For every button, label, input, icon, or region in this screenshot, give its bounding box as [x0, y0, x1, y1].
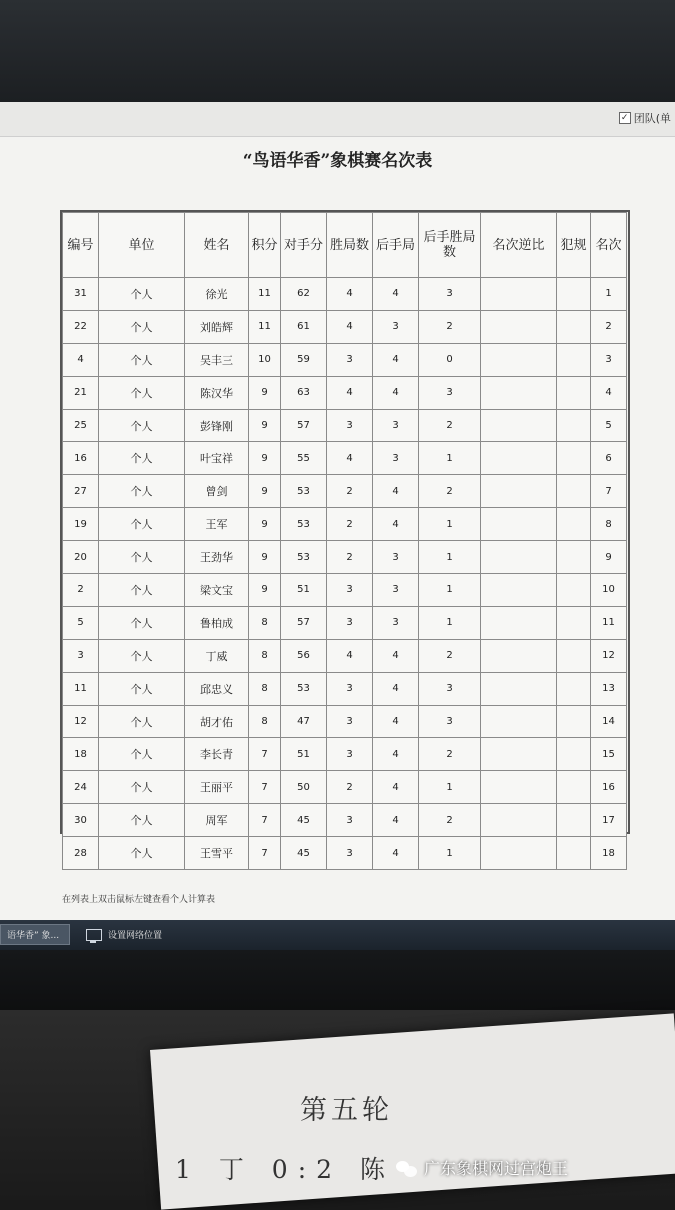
table-row[interactable] [63, 738, 627, 771]
table-cell: 3 [327, 804, 373, 837]
table-cell [557, 376, 591, 409]
table-cell: 3 [419, 278, 481, 311]
table-cell: 16 [591, 771, 627, 804]
table-cell: 4 [373, 672, 419, 705]
table-cell: 个人 [99, 278, 185, 311]
table-cell: 17 [591, 804, 627, 837]
table-cell: 9 [249, 574, 281, 607]
table-cell: 3 [327, 672, 373, 705]
table-cell: 9 [249, 409, 281, 442]
table-cell [557, 310, 591, 343]
table-row[interactable] [63, 508, 627, 541]
table-cell: 12 [591, 639, 627, 672]
table-cell: 55 [281, 442, 327, 475]
table-cell: 2 [327, 508, 373, 541]
table-row[interactable] [63, 705, 627, 738]
table-cell: 2 [327, 541, 373, 574]
table-cell: 5 [591, 409, 627, 442]
table-cell [481, 606, 557, 639]
column-header: 犯规 [557, 213, 591, 278]
table-cell: 7 [249, 837, 281, 870]
table-cell: 1 [419, 771, 481, 804]
table-cell: 14 [591, 705, 627, 738]
table-row[interactable] [63, 278, 627, 311]
table-cell: 刘皓辉 [185, 310, 249, 343]
network-icon [86, 929, 102, 941]
table-cell: 3 [327, 705, 373, 738]
column-header: 后手胜局数 [419, 213, 481, 278]
table-cell: 11 [63, 672, 99, 705]
table-cell [481, 409, 557, 442]
table-cell: 18 [63, 738, 99, 771]
screen [0, 102, 675, 950]
table-cell: 51 [281, 574, 327, 607]
table-cell: 56 [281, 639, 327, 672]
table-cell: 王雪平 [185, 837, 249, 870]
table-cell: 10 [249, 343, 281, 376]
table-cell: 李长青 [185, 738, 249, 771]
table-row[interactable] [63, 771, 627, 804]
table-cell [481, 672, 557, 705]
table-row[interactable] [63, 343, 627, 376]
table-row[interactable] [63, 409, 627, 442]
table-cell: 6 [591, 442, 627, 475]
table-cell: 2 [327, 475, 373, 508]
table-cell: 8 [249, 639, 281, 672]
table-cell: 3 [327, 574, 373, 607]
table-cell: 53 [281, 475, 327, 508]
table-cell: 53 [281, 508, 327, 541]
table-cell: 4 [373, 771, 419, 804]
column-header: 单位 [99, 213, 185, 278]
table-cell: 13 [591, 672, 627, 705]
table-row[interactable] [63, 804, 627, 837]
table-cell [481, 278, 557, 311]
table-cell: 个人 [99, 442, 185, 475]
table-cell [481, 376, 557, 409]
table-cell: 7 [249, 804, 281, 837]
table-cell: 4 [373, 738, 419, 771]
table-cell: 5 [63, 606, 99, 639]
column-header: 姓名 [185, 213, 249, 278]
table-cell: 7 [249, 771, 281, 804]
table-cell: 彭锋刚 [185, 409, 249, 442]
table-cell: 53 [281, 541, 327, 574]
table-cell: 4 [373, 705, 419, 738]
table-cell: 3 [419, 672, 481, 705]
table-cell: 个人 [99, 409, 185, 442]
table-cell [481, 837, 557, 870]
table-cell [481, 541, 557, 574]
table-cell: 62 [281, 278, 327, 311]
table-cell: 9 [249, 508, 281, 541]
table-cell: 个人 [99, 310, 185, 343]
table-cell: 3 [373, 442, 419, 475]
table-cell: 50 [281, 771, 327, 804]
table-cell: 4 [63, 343, 99, 376]
table-cell: 47 [281, 705, 327, 738]
table-cell: 1 [591, 278, 627, 311]
table-cell: 个人 [99, 804, 185, 837]
table-cell: 4 [373, 475, 419, 508]
table-row[interactable] [63, 672, 627, 705]
table-cell [557, 278, 591, 311]
table-cell: 4 [373, 639, 419, 672]
table-cell: 20 [63, 541, 99, 574]
column-header: 名次 [591, 213, 627, 278]
table-cell: 3 [419, 376, 481, 409]
table-row[interactable] [63, 442, 627, 475]
table-cell: 2 [591, 310, 627, 343]
table-cell: 4 [327, 278, 373, 311]
table-cell: 3 [419, 705, 481, 738]
monitor-bezel-bottom [0, 950, 675, 1010]
status-hint: 在列表上双击鼠标左键查看个人计算表 [62, 895, 216, 905]
table-cell: 4 [327, 639, 373, 672]
table-cell [481, 738, 557, 771]
table-cell: 3 [373, 541, 419, 574]
table-cell: 2 [419, 409, 481, 442]
table-cell: 徐光 [185, 278, 249, 311]
table-cell [481, 310, 557, 343]
table-cell: 8 [591, 508, 627, 541]
table-cell [557, 475, 591, 508]
taskbar-network-label: 设置网络位置 [108, 931, 163, 941]
table-cell: 27 [63, 475, 99, 508]
table-cell: 53 [281, 672, 327, 705]
table-cell: 11 [591, 606, 627, 639]
table-cell: 胡才佑 [185, 705, 249, 738]
table-cell [557, 672, 591, 705]
table-cell [481, 639, 557, 672]
note-line-2: 1 丁 0:2 陈 [175, 1155, 395, 1184]
column-header: 胜局数 [327, 213, 373, 278]
table-cell: 19 [63, 508, 99, 541]
table-cell: 18 [591, 837, 627, 870]
table-cell [557, 606, 591, 639]
team-checkbox[interactable] [619, 110, 671, 126]
table-cell: 2 [419, 738, 481, 771]
table-cell: 个人 [99, 837, 185, 870]
table-cell: 3 [327, 837, 373, 870]
table-cell: 个人 [99, 606, 185, 639]
table-cell: 个人 [99, 574, 185, 607]
table-cell: 1 [419, 837, 481, 870]
table-row[interactable] [63, 639, 627, 672]
taskbar-network-button[interactable] [80, 924, 198, 945]
table-cell [557, 343, 591, 376]
table-cell: 叶宝祥 [185, 442, 249, 475]
table-cell: 2 [419, 639, 481, 672]
table-cell: 9 [249, 376, 281, 409]
table-cell: 8 [249, 672, 281, 705]
taskbar-app-button[interactable] [0, 924, 70, 945]
column-header: 后手局 [373, 213, 419, 278]
table-cell: 1 [419, 574, 481, 607]
table-cell [557, 771, 591, 804]
table-cell: 3 [373, 574, 419, 607]
table-cell [481, 705, 557, 738]
column-header: 编号 [63, 213, 99, 278]
team-checkbox-label: 团队(单 [633, 112, 671, 125]
taskbar-app-label: 语华香” 象... [7, 931, 60, 941]
table-cell: 吴丰三 [185, 343, 249, 376]
table-cell: 王丽平 [185, 771, 249, 804]
table-cell: 45 [281, 837, 327, 870]
table-cell: 1 [419, 442, 481, 475]
table-cell: 28 [63, 837, 99, 870]
table-cell: 4 [373, 343, 419, 376]
table-cell: 王劲华 [185, 541, 249, 574]
table-cell: 3 [327, 606, 373, 639]
table-cell: 59 [281, 343, 327, 376]
watermark [396, 1156, 568, 1179]
page-title: “鸟语华香”象棋赛名次表 [242, 151, 433, 171]
table-cell: 31 [63, 278, 99, 311]
table-cell: 25 [63, 409, 99, 442]
table-cell [557, 804, 591, 837]
table-cell: 4 [373, 508, 419, 541]
table-cell: 0 [419, 343, 481, 376]
table-cell: 3 [591, 343, 627, 376]
table-row[interactable] [63, 606, 627, 639]
table-cell: 11 [249, 310, 281, 343]
table-cell: 4 [373, 278, 419, 311]
table-cell: 8 [249, 606, 281, 639]
table-cell: 3 [327, 343, 373, 376]
table-cell: 曾剑 [185, 475, 249, 508]
table-cell: 7 [591, 475, 627, 508]
table-cell: 3 [373, 310, 419, 343]
table-cell: 个人 [99, 639, 185, 672]
table-cell: 10 [591, 574, 627, 607]
table-cell: 丁威 [185, 639, 249, 672]
taskbar [0, 920, 675, 950]
table-cell: 3 [63, 639, 99, 672]
table-cell [481, 508, 557, 541]
table-cell: 57 [281, 606, 327, 639]
table-cell: 63 [281, 376, 327, 409]
table-cell: 61 [281, 310, 327, 343]
table-cell: 57 [281, 409, 327, 442]
table-cell: 8 [249, 705, 281, 738]
table-cell: 15 [591, 738, 627, 771]
table-cell: 个人 [99, 541, 185, 574]
table-cell: 9 [591, 541, 627, 574]
table-row[interactable] [63, 837, 627, 870]
table-cell: 4 [327, 442, 373, 475]
table-cell [557, 705, 591, 738]
table-cell: 个人 [99, 508, 185, 541]
table-cell: 2 [327, 771, 373, 804]
table-cell: 51 [281, 738, 327, 771]
table-cell: 11 [249, 278, 281, 311]
table-cell: 梁文宝 [185, 574, 249, 607]
table-cell [481, 804, 557, 837]
table-cell: 1 [419, 606, 481, 639]
table-cell: 个人 [99, 475, 185, 508]
table-row[interactable] [63, 541, 627, 574]
table-cell: 45 [281, 804, 327, 837]
table-cell [557, 639, 591, 672]
table-cell [481, 771, 557, 804]
table-cell: 1 [419, 508, 481, 541]
note-line-1: 第五轮 [300, 1095, 393, 1126]
table-cell [557, 508, 591, 541]
table-cell: 3 [373, 606, 419, 639]
table-cell [557, 442, 591, 475]
table-cell: 2 [63, 574, 99, 607]
table-cell: 2 [419, 310, 481, 343]
table-cell: 16 [63, 442, 99, 475]
table-cell: 30 [63, 804, 99, 837]
table-cell [481, 343, 557, 376]
table-cell: 4 [327, 376, 373, 409]
table-cell: 1 [419, 541, 481, 574]
column-header: 名次逆比 [481, 213, 557, 278]
table-cell [481, 574, 557, 607]
table-cell: 3 [373, 409, 419, 442]
table-body [63, 278, 627, 870]
table-cell: 个人 [99, 771, 185, 804]
table-row[interactable] [63, 574, 627, 607]
table-cell: 鲁柏成 [185, 606, 249, 639]
table-cell: 个人 [99, 376, 185, 409]
table-cell: 个人 [99, 705, 185, 738]
table-cell: 4 [373, 837, 419, 870]
table-cell: 12 [63, 705, 99, 738]
table-cell: 21 [63, 376, 99, 409]
table-cell: 4 [373, 804, 419, 837]
table-cell: 9 [249, 475, 281, 508]
table-cell: 邱忠义 [185, 672, 249, 705]
table-cell: 个人 [99, 738, 185, 771]
toolbar-strip [0, 102, 675, 137]
table-cell: 王军 [185, 508, 249, 541]
table-row[interactable] [63, 376, 627, 409]
table-cell [481, 475, 557, 508]
table-cell [557, 409, 591, 442]
table-cell: 3 [327, 409, 373, 442]
table-cell: 3 [327, 738, 373, 771]
table-cell [557, 837, 591, 870]
table-cell: 4 [373, 376, 419, 409]
column-header: 积分 [249, 213, 281, 278]
table-cell [557, 541, 591, 574]
monitor-bezel-top [0, 0, 675, 102]
table-cell: 2 [419, 475, 481, 508]
table-row[interactable] [63, 310, 627, 343]
table-cell: 周军 [185, 804, 249, 837]
column-header: 对手分 [281, 213, 327, 278]
ranking-table [62, 212, 627, 870]
table-row[interactable] [63, 475, 627, 508]
table-header-row [63, 213, 627, 278]
watermark-text: 广东象棋网过宫炮王 [424, 1159, 569, 1178]
checkmark-icon: ✓ [619, 112, 631, 124]
table-cell: 7 [249, 738, 281, 771]
table-cell: 4 [327, 310, 373, 343]
table-cell [557, 574, 591, 607]
table-cell: 个人 [99, 672, 185, 705]
table-cell: 9 [249, 442, 281, 475]
table-cell: 陈汉华 [185, 376, 249, 409]
table-cell: 4 [591, 376, 627, 409]
wechat-icon [396, 1159, 418, 1177]
table-cell: 22 [63, 310, 99, 343]
table-cell [557, 738, 591, 771]
table-cell: 9 [249, 541, 281, 574]
table-cell: 个人 [99, 343, 185, 376]
table-cell [481, 442, 557, 475]
table-cell: 24 [63, 771, 99, 804]
table-cell: 2 [419, 804, 481, 837]
